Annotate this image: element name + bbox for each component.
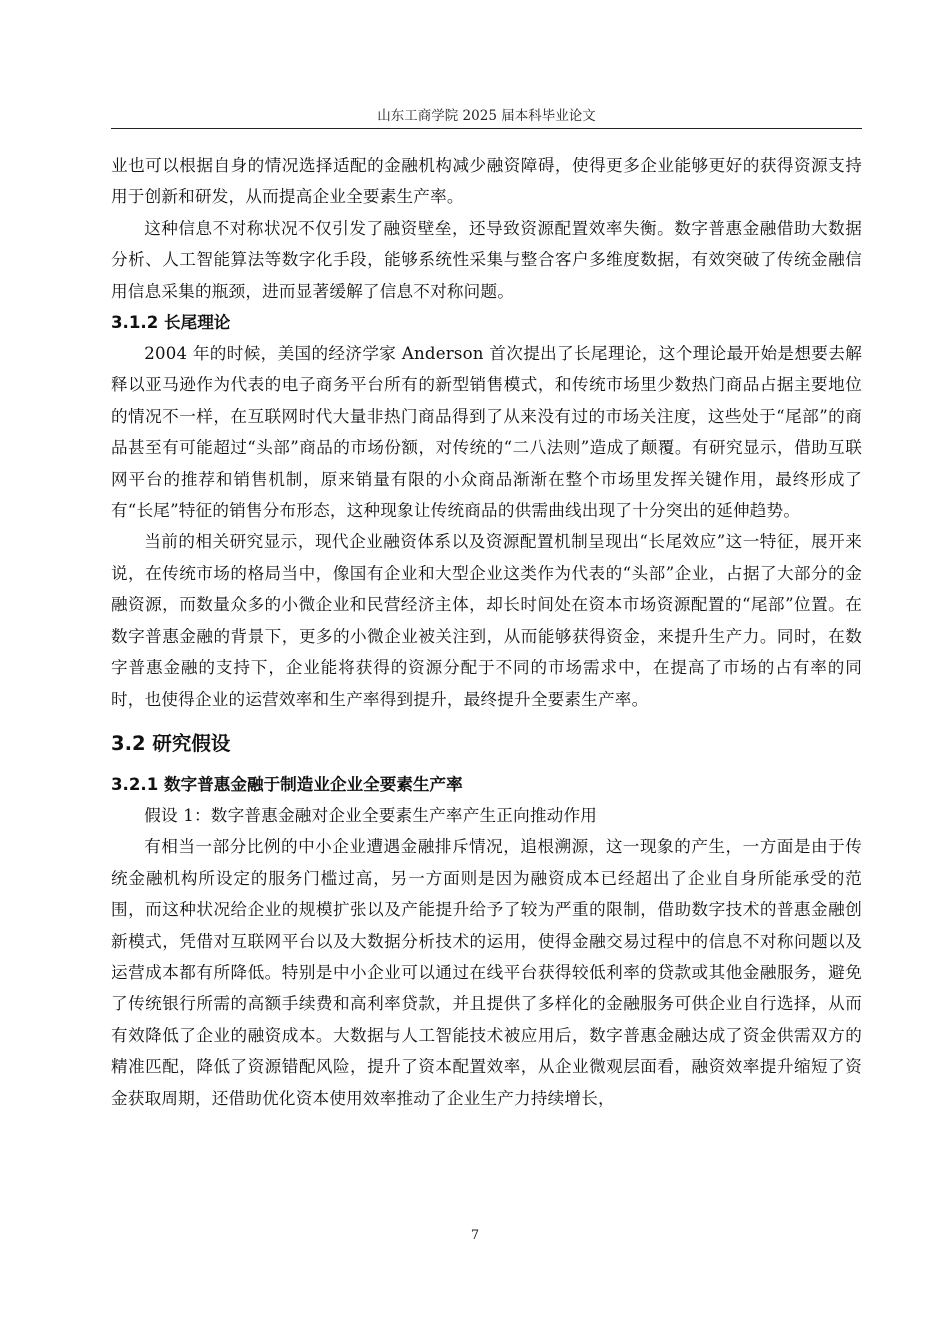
paragraph-information-asymmetry: 这种信息不对称状况不仅引发了融资壁垒，还导致资源配置效率失衡。数字普惠金融借助大数据分析、人工智能算法等数字化手段，能够系统性采集与整合客户多维度数据，有效突破了传统金融信用信息采集的瓶颈，进而显著缓解了信息不对称问题。 [111,218,862,301]
running-header: 山东工商学院 2025 届本科毕业论文 [377,108,596,124]
paragraph-long-tail-finance: 当前的相关研究显示，现代企业融资体系以及资源配置机制呈现出“长尾效应”这一特征，展开来说，在传统市场的格局当中，像国有企业和大型企业这类作为代表的“头部”企业，占据了大部分的金融资源，而数量众多的小微企业和民营经济主体，却长时间处在资本市场资源配置的“尾部”位置。在数字普惠金融的背景下，更多的小微企业被关注到，从而能够获得资金，来提升生产力。同时，在数字普惠金融的支持下，企业能将获得的资源分配于不同的市场需求中，在提高了市场的占有率的同时，也使得企业的运营效率和生产率得到提升，最终提升全要素生产率。 [111,532,862,709]
page-number: 7 [470,1228,480,1243]
section-heading-3-2: 3.2 研究假设 [111,731,231,755]
body-text [111,150,862,1114]
paragraph-continued: 业也可以根据自身的情况选择适配的金融机构减少融资障碍，使得更多企业能够更好的获得资源支持用于创新和研发，从而提高企业全要素生产率。 [111,156,862,207]
hypothesis-1: 假设 1：数字普惠金融对企业全要素生产率产生正向推动作用 [144,805,598,825]
paragraph-long-tail-origin: 2004 年的时候，美国的经济学家 Anderson 首次提出了长尾理论，这个理论最开始是想要去解释以亚马逊作为代表的电子商务平台所有的新型销售模式，和传统市场里少数热门商品占据主要地位的情况不一样，在互联网时代大量非热门商品得到了从来没有过的市场关注度，这些处于“尾部”的商品甚至有可能超过“头部”商品的市场份额，对传统的“二八法则”造成了颠覆。有研究显示，借助互联网平台的推荐和销售机制，原来销量有限的小众商品渐渐在整个市场里发挥关键作用，最终形成了有“长尾”特征的销售分布形态，这种现象让传统商品的供需曲线出现了十分突出的延伸趋势。 [111,344,862,521]
paragraph-financial-exclusion: 有相当一部分比例的中小企业遭遇金融排斥情况，追根溯源，这一现象的产生，一方面是由于传统金融机构所设定的服务门槛过高，另一方面则是因为融资成本已经超出了企业自身所能承受的范围，而这种状况给企业的规模扩张以及产能提升给予了较为严重的限制，借助数字技术的普惠金融创新模式，凭借对互联网平台以及大数据分析技术的运用，使得金融交易过程中的信息不对称问题以及运营成本都有所降低。特别是中小企业可以通过在线平台获得较低利率的贷款或其他金融服务，避免了传统银行所需的高额手续费和高利率贷款，并且提供了多样化的金融服务可供企业自行选择，从而有效降低了企业的融资成本。大数据与人工智能技术被应用后，数字普惠金融达成了资金供需双方的精准匹配，降低了资源错配风险，提升了资本配置效率，从企业微观层面看，融资效率提升缩短了资金获取周期，还借助优化资本使用效率推动了企业生产力持续增长， [111,837,862,1108]
section-heading-3-1-2: 3.1.2 长尾理论 [111,313,231,333]
header-rule [111,128,862,129]
section-heading-3-2-1: 3.2.1 数字普惠金融于制造业企业全要素生产率 [111,774,463,794]
